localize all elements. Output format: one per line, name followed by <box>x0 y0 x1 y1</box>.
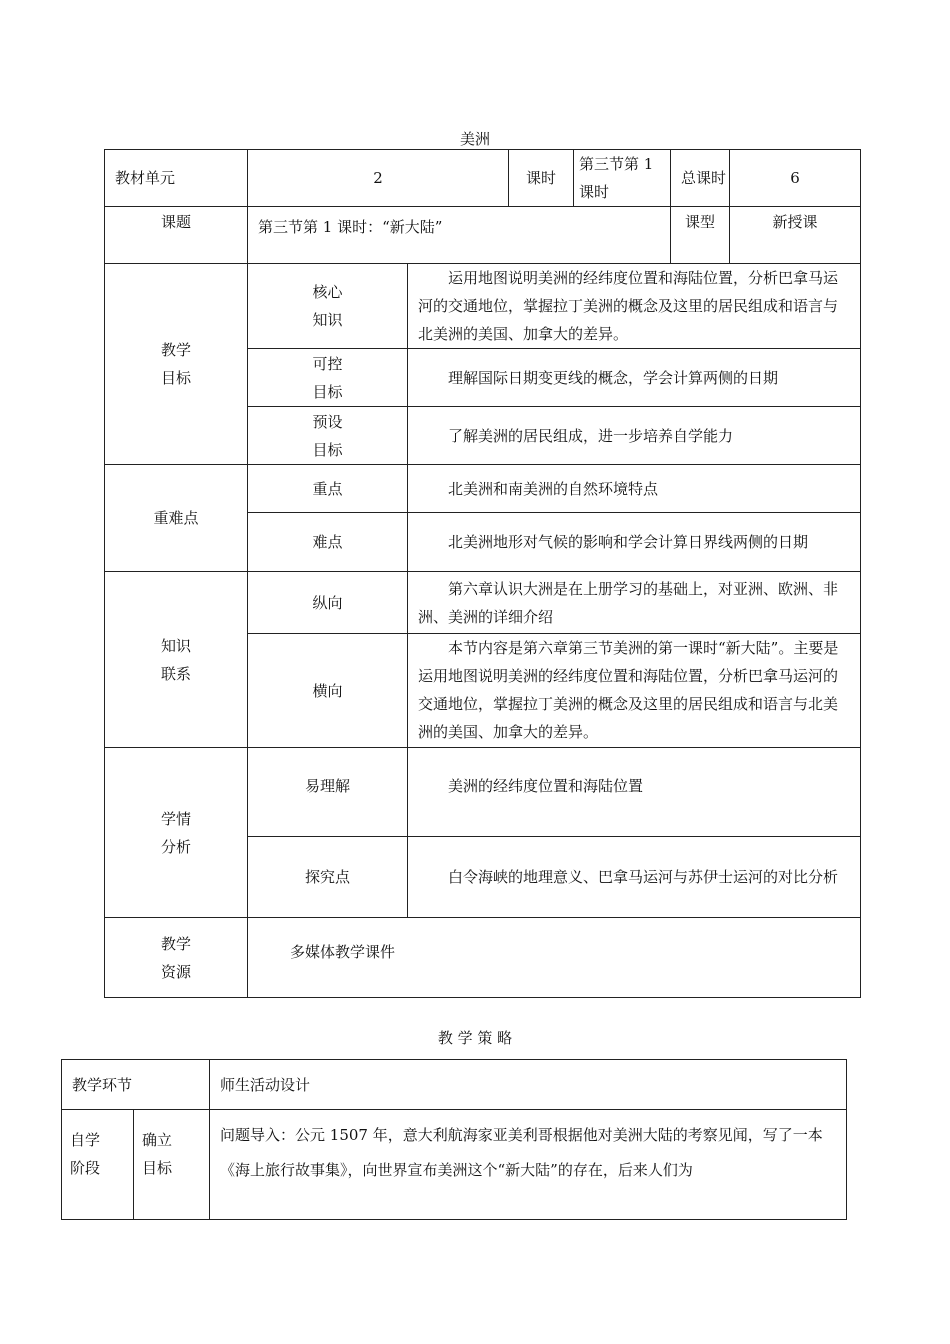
horizontal-text: 本节内容是第六章第三节美洲的第一课时“新大陆”。主要是运用地图说明美洲的经纬度位置和海陆位置，分析巴拿马运河的交通地位，掌握拉丁美洲的概念及这里的居民组成和语言与北美洲的美国、加拿大的差异。 <box>408 634 861 748</box>
design-column-header: 师生活动设计 <box>210 1060 847 1110</box>
total-value: 6 <box>730 150 861 207</box>
step-cell: 确立目标 <box>134 1110 210 1220</box>
total-label: 总课时 <box>671 150 730 207</box>
period-value: 第三节第 1 课时 <box>574 150 671 207</box>
vertical-label: 纵向 <box>248 572 408 634</box>
type-value: 新授课 <box>730 207 861 264</box>
difficult-text: 北美洲地形对气候的影响和学会计算日界线两侧的日期 <box>408 513 861 572</box>
strategy-title: 教 学 策 略 <box>437 1029 513 1047</box>
objectives-label-text: 教学目标 <box>160 341 191 387</box>
key-label: 重点 <box>248 465 408 513</box>
resources-label: 教学资源 <box>105 918 248 998</box>
keypoints-label: 重难点 <box>105 465 248 572</box>
preset-text: 了解美洲的居民组成，进一步培养自学能力 <box>408 407 861 465</box>
easy-text: 美洲的经纬度位置和海陆位置 <box>408 748 861 837</box>
difficult-label: 难点 <box>248 513 408 572</box>
preset-label: 预设目标 <box>248 407 408 465</box>
topic-label: 课题 <box>105 207 248 264</box>
explore-text: 白令海峡的地理意义、巴拿马运河与苏伊士运河的对比分析 <box>408 837 861 918</box>
vertical-text: 第六章认识大洲是在上册学习的基础上，对亚洲、欧洲、非洲、美洲的详细介绍 <box>408 572 861 634</box>
period-label: 课时 <box>509 150 574 207</box>
analysis-label: 学情分析 <box>105 748 248 918</box>
stage-column-header: 教学环节 <box>62 1060 210 1110</box>
core-label: 核心知识 <box>248 264 408 349</box>
stage-cell: 自学阶段 <box>62 1110 134 1220</box>
strategy-table <box>61 1059 847 1220</box>
connections-label: 知识联系 <box>105 572 248 748</box>
core-text: 运用地图说明美洲的经纬度位置和海陆位置，分析巴拿马运河的交通地位，掌握拉丁美洲的概念及这里的居民组成和语言与北美洲的美国、加拿大的差异。 <box>408 264 861 349</box>
controllable-text: 理解国际日期变更线的概念，学会计算两侧的日期 <box>408 349 861 407</box>
controllable-label: 可控目标 <box>248 349 408 407</box>
page-title: 美洲 <box>459 130 490 148</box>
horizontal-label: 横向 <box>248 634 408 748</box>
unit-label: 教材单元 <box>105 150 248 207</box>
unit-value: 2 <box>248 150 509 207</box>
lesson-plan-table <box>104 149 861 998</box>
explore-label: 探究点 <box>248 837 408 918</box>
objectives-label <box>105 264 248 465</box>
type-label: 课型 <box>671 207 730 264</box>
strategy-content: 问题导入：公元 1507 年，意大利航海家亚美利哥根据他对美洲大陆的考察见闻，写了一本《海上旅行故事集》，向世界宣布美洲这个“新大陆”的存在，后来人们为 <box>210 1110 847 1220</box>
resources-text: 多媒体教学课件 <box>248 918 861 998</box>
easy-label: 易理解 <box>248 748 408 837</box>
topic-value: 第三节第 1 课时：“新大陆” <box>248 207 671 264</box>
key-text: 北美洲和南美洲的自然环境特点 <box>408 465 861 513</box>
